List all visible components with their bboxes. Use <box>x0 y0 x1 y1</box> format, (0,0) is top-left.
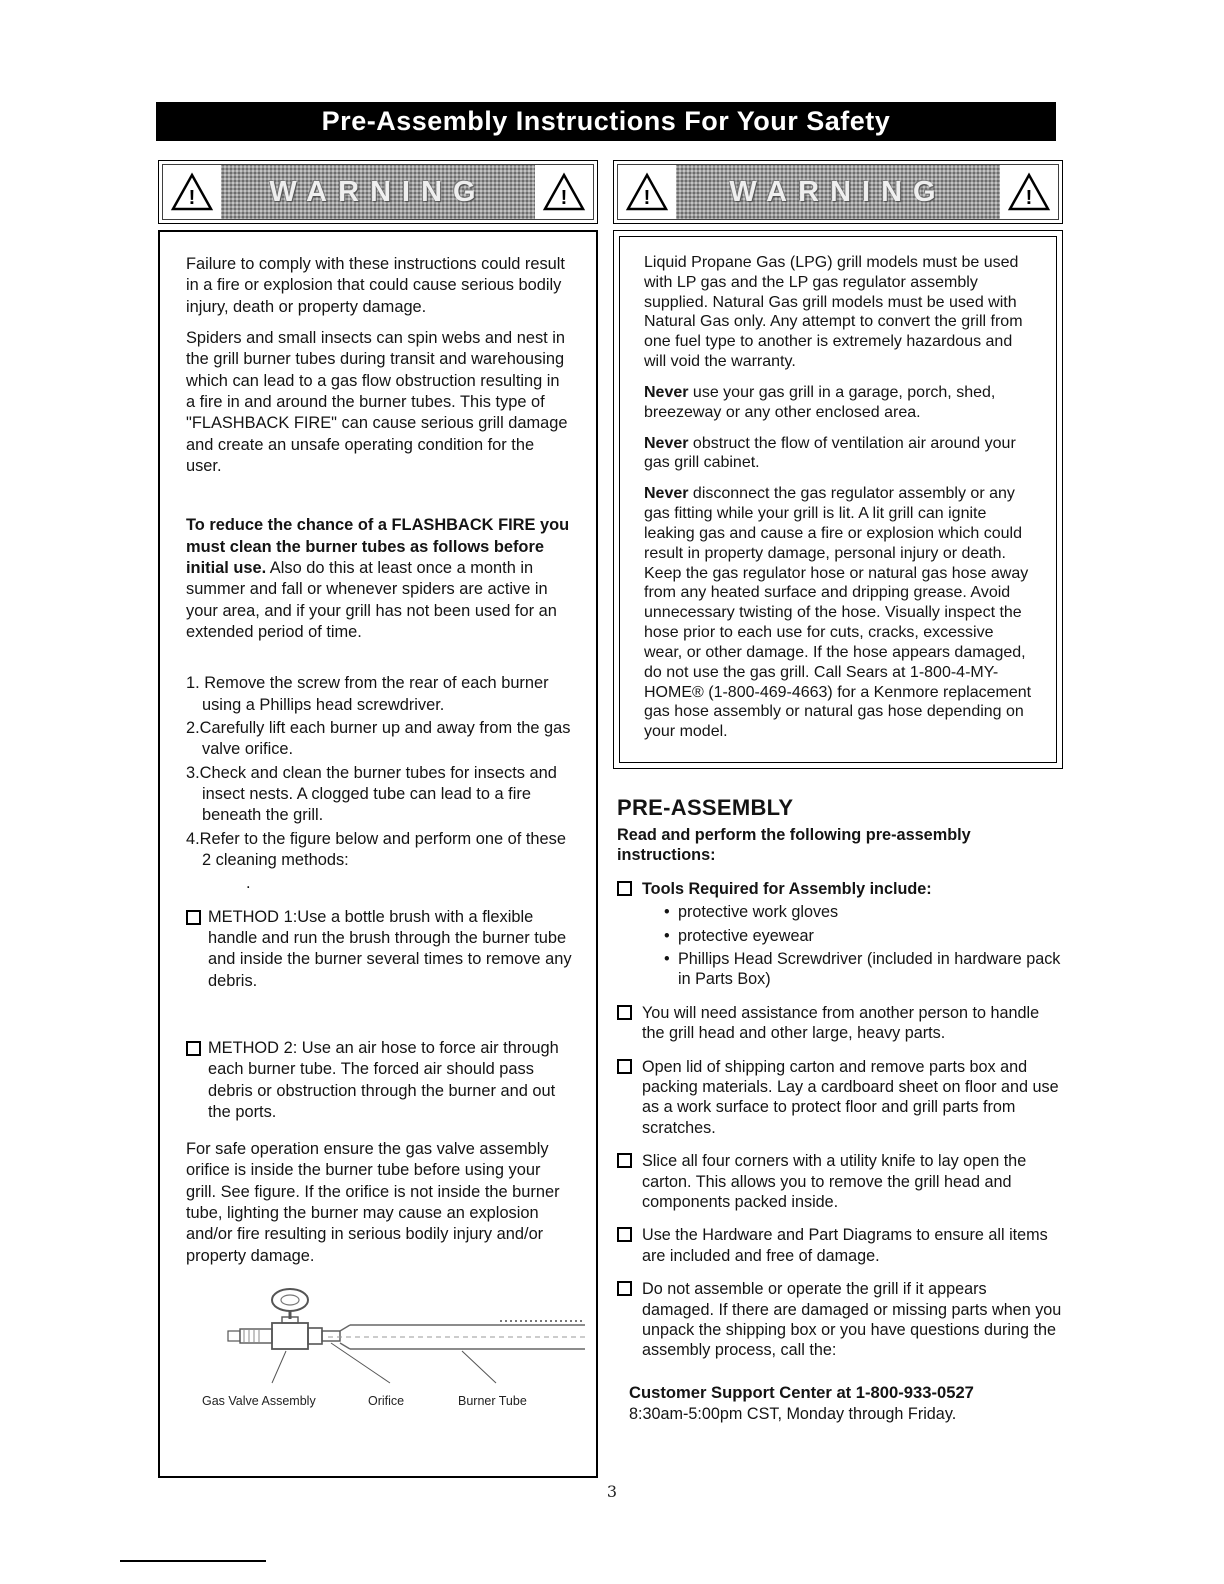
checklist-checkbox <box>617 881 632 896</box>
step-item: 3.Check and clean the burner tubes for insects and insect nests. A clogged tube can lead to a fire beneath the grill. <box>186 763 557 825</box>
method-1-item <box>186 907 572 992</box>
page-title: Pre-Assembly Instructions For Your Safety <box>156 102 1056 141</box>
checklist-item-tools <box>617 879 1063 990</box>
checklist-checkbox <box>617 1281 632 1296</box>
warning-triangle-icon <box>625 172 669 212</box>
warning-triangle-icon <box>1007 172 1051 212</box>
warning-triangle-icon <box>170 172 214 212</box>
checklist-text: Slice all four corners with a utility knife to lay open the carton. This allows you to remove the grill head and components packed inside. <box>642 1152 1027 1212</box>
never-paragraph <box>644 383 1034 423</box>
step-item: 1. Remove the screw from the rear of each burner using a Phillips head screwdriver. <box>186 674 549 714</box>
stray-dot: . <box>246 874 251 893</box>
never-paragraph <box>644 484 1034 742</box>
method-2-item <box>186 1038 572 1123</box>
left-warning-banner <box>158 160 598 224</box>
pre-assembly-subheading: Read and perform the following pre-assembly instructions: <box>617 826 971 865</box>
checklist-item <box>617 1151 1063 1212</box>
never-bold: Never <box>644 434 689 452</box>
warning-banner-label: WARNING <box>729 175 947 208</box>
checklist-checkbox <box>617 1227 632 1242</box>
figure-label-orifice: Orifice <box>368 1394 405 1409</box>
pre-assembly-checklist <box>617 879 1063 1361</box>
pre-assembly-heading: PRE-ASSEMBLY <box>617 795 794 821</box>
right-column <box>613 160 1063 1424</box>
flashback-paragraph <box>186 515 572 643</box>
checklist-text: Do not assemble or operate the grill if it appears damaged. If there are damaged or missing parts when you unpack the shipping box or you have questions during the assembly process, call the: <box>642 1280 1062 1360</box>
never-bold: Never <box>644 383 689 401</box>
step-item: 2.Carefully lift each burner up and away from the gas valve orifice. <box>186 718 571 759</box>
checklist-item <box>617 1057 1063 1139</box>
pre-assembly-section <box>613 795 1063 1424</box>
checklist-text: You will need assistance from another person to handle the grill head and other large, heavy parts. <box>642 1003 1040 1043</box>
tool-bullet-item: • protective eyewear <box>642 926 1063 946</box>
warning-triangle-icon <box>542 172 586 212</box>
customer-support-hours: 8:30am-5:00pm CST, Monday through Friday. <box>629 1404 957 1423</box>
paragraph: Liquid Propane Gas (LPG) grill models must be used with LP gas and the LP gas regulator assembly supplied. Natural Gas grill models must be used with Natural Gas only. Any attempt to convert the grill from one fuel type to another is extremely hazardous and will void the warranty. <box>644 254 1023 371</box>
flashback-bold-text: To reduce the chance of a FLASHBACK FIRE you must clean the burner tubes as follows before initial use. <box>186 516 570 577</box>
tool-bullet-item: • Phillips Head Screwdriver (included in hardware pack in Parts Box) <box>642 949 1063 990</box>
figure-label-gas-valve: Gas Valve Assembly <box>202 1394 316 1409</box>
checklist-checkbox <box>617 1005 632 1020</box>
method-2-checkbox <box>186 1041 201 1056</box>
checklist-item <box>617 1279 1063 1361</box>
right-warning-text-box <box>613 230 1063 769</box>
gas-valve-diagram <box>200 1285 600 1389</box>
checklist-checkbox <box>617 1153 632 1168</box>
page-number: 3 <box>606 1482 618 1501</box>
never-paragraph <box>644 434 1034 474</box>
figure-label-burner-tube: Burner Tube <box>458 1394 527 1409</box>
checklist-text: Open lid of shipping carton and remove parts box and packing materials. Lay a cardboard sheet on floor and use as a work surface to protect floor and grill parts from scratches. <box>642 1057 1059 1137</box>
checklist-checkbox <box>617 1059 632 1074</box>
never-text: obstruct the flow of ventilation air around your gas grill cabinet. <box>644 434 1016 472</box>
warning-exclamation: ! <box>188 187 196 209</box>
left-column <box>158 160 598 1478</box>
never-text: use your gas grill in a garage, porch, shed, breezeway or any other enclosed area. <box>644 383 996 421</box>
method-1-checkbox <box>186 910 201 925</box>
footer-line <box>120 1560 266 1562</box>
left-warning-text-box <box>158 230 598 1478</box>
paragraph: Failure to comply with these instructions could result in a fire or explosion that could cause serious bodily injury, death or property damage. <box>186 255 565 316</box>
paragraph: Spiders and small insects can spin webs and nest in the grill burner tubes during transit and warehousing which can lead to a gas flow obstruction resulting in a fire in and around the burner tubes. This type of "FLASHBACK FIRE" can cause serious grill damage and create an unsafe operating condition for the user. <box>186 328 568 475</box>
warning-banner-label: WARNING <box>269 175 487 208</box>
never-bold: Never <box>644 485 689 503</box>
warning-exclamation: ! <box>643 187 651 209</box>
tool-bullet-item: • protective work gloves <box>642 902 1063 922</box>
step-item: 4.Refer to the figure below and perform one of these 2 cleaning methods: <box>186 829 566 869</box>
right-warning-banner <box>613 160 1063 224</box>
tools-title: Tools Required for Assembly include: <box>642 879 932 898</box>
never-text: disconnect the gas regulator assembly or any gas fitting while your grill is lit. A lit grill can ignite leaking gas and cause a fire or explosion which could result in property damage, personal injury or death. Keep the gas regulator hose or natural gas hose away from any heated surface and dripping grease. Avoid unnecessary twisting of the hose. Visually inspect the hose prior to each use for cuts, cracks, excessive wear, or other damage. If the hose appears damaged, do not use the gas grill. Call Sears at 1-800-4-MY-HOME® (1-800-469-4663) for a Kenmore replacement gas hose assembly or natural gas hose depending on your model. <box>644 485 1032 741</box>
customer-support-block <box>617 1383 1063 1424</box>
method-1-text: METHOD 1:Use a bottle brush with a flexible handle and run the brush through the burner tube and inside the burner several times to remove any debris. <box>208 907 572 990</box>
flashback-rest-text: Also do this at least once a month in summer and fall or whenever spiders are active in your area, and if your grill has not been used for an extended period of time. <box>186 558 557 641</box>
warning-exclamation: ! <box>1025 187 1033 209</box>
safe-operation-paragraph: For safe operation ensure the gas valve assembly orifice is inside the burner tube before using your grill. See figure. If the orifice is not inside the burner tube, lighting the burner may cause an explosion and/or fire resulting in serious bodily injury and/or property damage. <box>186 1140 560 1265</box>
warning-exclamation: ! <box>560 187 568 209</box>
checklist-item <box>617 1225 1063 1266</box>
checklist-text: Use the Hardware and Part Diagrams to ensure all items are included and free of damage. <box>642 1226 1048 1265</box>
cleaning-steps <box>186 673 572 871</box>
checklist-item <box>617 1003 1063 1044</box>
method-2-text: METHOD 2: Use an air hose to force air through each burner tube. The forced air should pass debris or obstruction through the burner and out the ports. <box>208 1038 559 1121</box>
gas-valve-figure <box>200 1285 600 1417</box>
customer-support-line: Customer Support Center at 1-800-933-0527 <box>629 1382 974 1402</box>
